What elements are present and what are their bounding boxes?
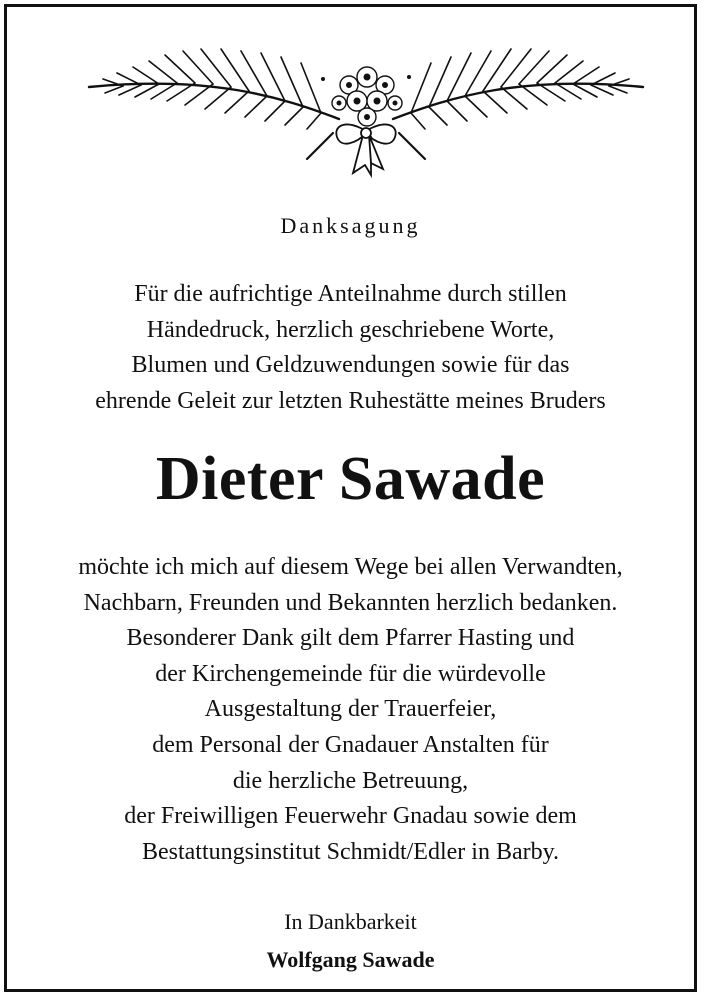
body-paragraph	[7, 550, 694, 870]
intro-line: Blumen und Geldzuwendungen sowie für das	[131, 352, 570, 379]
body-line: dem Personal der Gnadauer Anstalten für	[152, 731, 549, 758]
intro-line: Händedruck, herzlich geschriebene Worte,	[146, 316, 555, 343]
deceased-name: Dieter Sawade	[155, 445, 546, 513]
body-line: der Freiwilligen Feuerwehr Gnadau sowie dem	[124, 803, 577, 830]
body-line: Bestattungsinstitut Schmidt/Edler in Barby.	[141, 838, 560, 865]
intro-line: Für die aufrichtige Anteilnahme durch stillen	[134, 281, 567, 307]
palm-fronds-bouquet-icon	[71, 33, 661, 181]
body-line: Nachbarn, Freunden und Bekannten herzlich bedanken.	[83, 589, 618, 616]
body-line: der Kirchengemeinde für die würdevolle	[155, 660, 546, 687]
body-line: die herzliche Betreuung,	[232, 767, 469, 794]
signature-name: Wolfgang Sawade	[266, 947, 435, 972]
notice-frame	[4, 4, 697, 992]
body-line: Besonderer Dank gilt dem Pfarrer Hasting und	[126, 625, 575, 652]
notice-title: Danksagung	[280, 213, 421, 238]
body-line: Ausgestaltung der Trauerfeier,	[204, 696, 497, 723]
intro-line: ehrende Geleit zur letzten Ruhestätte meines Bruders	[95, 387, 606, 414]
closing-phrase: In Dankbarkeit	[284, 909, 417, 934]
intro-paragraph	[7, 277, 694, 419]
body-line: möchte ich mich auf diesem Wege bei allen Verwandten,	[78, 554, 623, 580]
